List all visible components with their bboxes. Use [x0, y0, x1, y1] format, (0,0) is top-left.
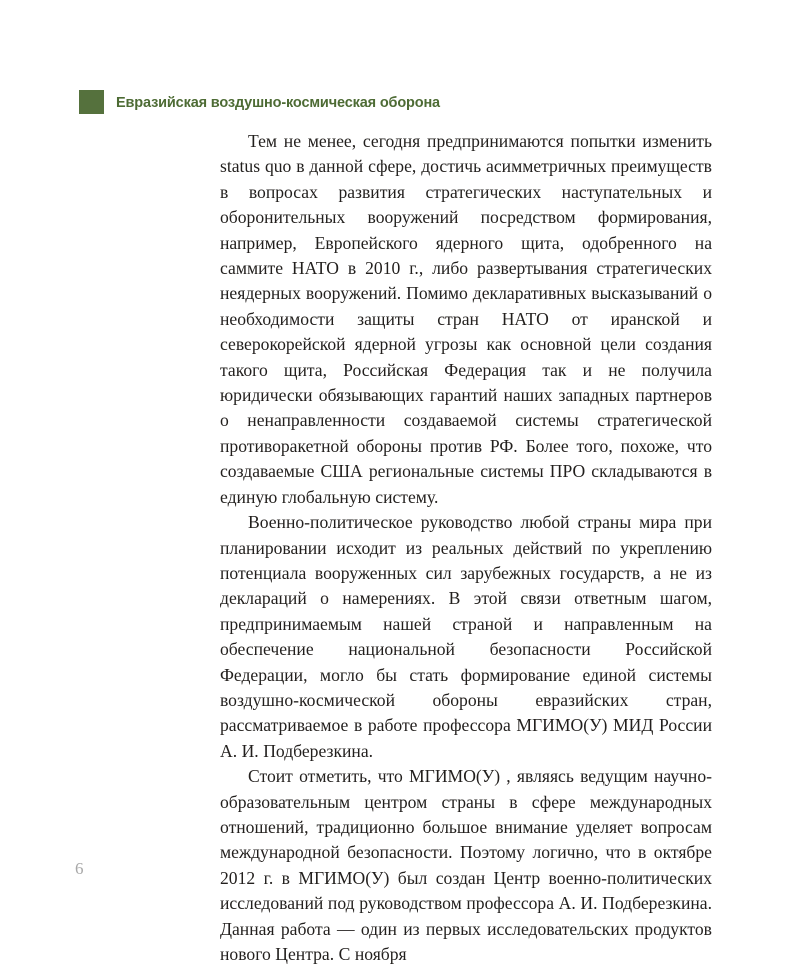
running-head	[79, 89, 440, 115]
page-number: 6	[75, 859, 84, 878]
body-paragraph-3: Стоит отметить, что МГИМО(У) , являясь ведущим научно-образовательным центром страны в сфере международных отношений, традиционно большое внимание уделяет вопросам международной безопасности. Поэтому логично, что в октябре 2012 г. в МГИМО(У) был создан Центр военно-политических исследований под руководством профессора А. И. Подберезкина. Данная работа — один из первых исследовательских продуктов нового Центра. С ноября	[220, 766, 712, 964]
body-paragraph-1: Тем не менее, сегодня предпринимаются попытки изменить status quo в данной сфере, достичь асимметричных преимуществ в вопросах развития стратегических наступательных и оборонительных вооружений посредством формирования, например, Европейского ядерного щита, одобренного на саммите НАТО в 2010 г., либо развертывания стратегических неядерных вооружений. Помимо декларативных высказываний о необходимости защиты стран НАТО от иранской и северокорейской ядерной угрозы как основной цели создания такого щита, Российская Федерация так и не получила юридически обязывающих гарантий наших западных партнеров о ненаправленности создаваемой системы стратегической противоракетной обороны против РФ. Более того, похоже, что создаваемые США региональные системы ПРО складываются в единую глобальную систему.	[220, 131, 712, 507]
body-text-column	[220, 129, 712, 967]
running-head-title: Евразийская воздушно-космическая оборона	[116, 94, 440, 111]
body-paragraph-2: Военно-политическое руководство любой страны мира при планировании исходит из реальных действий по укреплению потенциала вооруженных сил зарубежных государств, а не из деклараций о намерениях. В этой связи ответным шагом, предпринимаемым нашей страной и направленным на обеспечение национальной безопасности Российской Федерации, могло бы стать формирование единой системы воздушно-космической обороны евразийских стран, рассматриваемое в работе профессора МГИМО(У) МИД России А. И. Подберезкина.	[220, 512, 712, 761]
square-marker-icon	[79, 90, 104, 114]
